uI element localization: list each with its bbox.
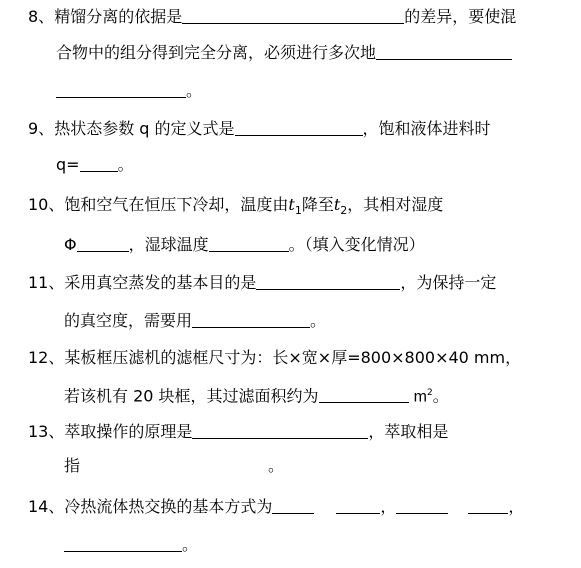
question-text: 精馏分离的依据是 bbox=[54, 7, 183, 26]
answer-blank[interactable] bbox=[376, 43, 512, 60]
superscript: 2 bbox=[426, 388, 433, 398]
question-13-line-1 bbox=[28, 421, 448, 443]
question-10-line-2 bbox=[64, 234, 425, 256]
question-text: ，萃取相是 bbox=[368, 422, 449, 441]
question-text: 的差异，要使混 bbox=[404, 7, 517, 26]
answer-blank[interactable] bbox=[319, 386, 409, 403]
question-number: 12、 bbox=[28, 348, 65, 367]
question-text: 萃取操作的原理是 bbox=[64, 422, 193, 441]
question-number: 10、 bbox=[28, 195, 65, 214]
separator: ， bbox=[508, 497, 525, 516]
question-text: ，其相对湿度 bbox=[347, 195, 444, 214]
question-14-line-1 bbox=[28, 496, 524, 518]
question-13-line-2 bbox=[64, 455, 284, 477]
variable-t: t bbox=[288, 195, 295, 214]
question-text: 采用真空蒸发的基本目的是 bbox=[64, 273, 257, 292]
question-14-line-2 bbox=[64, 534, 198, 556]
answer-blank[interactable] bbox=[235, 119, 363, 136]
question-text: 的真空度，需要用 bbox=[64, 311, 193, 330]
question-number: 11、 bbox=[28, 273, 65, 292]
question-text: 。 bbox=[117, 155, 134, 174]
answer-blank[interactable] bbox=[56, 81, 186, 98]
answer-blank[interactable] bbox=[396, 497, 448, 514]
question-text: 某板框压滤机的滤框尺寸为：长×宽×厚=800×800×40 mm， bbox=[64, 348, 522, 367]
variable-t: t bbox=[333, 195, 341, 214]
question-text: 指 bbox=[64, 456, 81, 475]
answer-blank[interactable] bbox=[64, 535, 182, 552]
question-text: Φ bbox=[64, 235, 77, 254]
question-text: ，饱和液体进料时 bbox=[362, 119, 491, 138]
question-12-line-2 bbox=[64, 382, 449, 408]
answer-blank[interactable] bbox=[209, 235, 289, 252]
answer-blank[interactable] bbox=[192, 311, 310, 328]
question-text: 。 bbox=[182, 535, 199, 554]
question-8-line-3 bbox=[56, 80, 202, 102]
question-text: 若该机有 20 块框，其过滤面积约为 bbox=[64, 386, 319, 406]
unit: m bbox=[413, 388, 427, 406]
question-text: ，为保持一定 bbox=[400, 273, 497, 292]
question-12-line-1 bbox=[28, 347, 521, 369]
answer-blank[interactable] bbox=[256, 273, 400, 290]
separator: ， bbox=[380, 497, 397, 516]
question-11-line-2 bbox=[64, 310, 326, 332]
question-text: 饱和空气在恒压下冷却，温度由 bbox=[64, 195, 289, 214]
subscript: 2 bbox=[340, 204, 348, 218]
answer-blank[interactable] bbox=[336, 497, 380, 514]
answer-blank[interactable] bbox=[80, 155, 118, 172]
answer-blank[interactable] bbox=[182, 7, 404, 24]
question-text: 。 bbox=[432, 386, 449, 406]
question-10-line-1 bbox=[28, 194, 443, 222]
question-8-line-1 bbox=[28, 6, 516, 28]
question-text: ，湿球温度 bbox=[128, 235, 209, 254]
question-text: 。 bbox=[310, 311, 327, 330]
answer-blank[interactable] bbox=[468, 497, 508, 514]
question-text: 。 bbox=[186, 81, 203, 100]
question-number: 8、 bbox=[28, 7, 55, 26]
question-9-line-2 bbox=[56, 154, 134, 176]
question-text: 冷热流体热交换的基本方式为 bbox=[64, 497, 273, 516]
question-number: 9、 bbox=[28, 119, 55, 138]
answer-blank[interactable] bbox=[77, 235, 129, 252]
question-text: 降至 bbox=[301, 195, 334, 214]
answer-blank[interactable] bbox=[192, 422, 368, 439]
question-11-line-1 bbox=[28, 272, 496, 294]
question-9-line-1 bbox=[28, 118, 491, 140]
question-text: 。 bbox=[268, 456, 285, 475]
question-text: 热状态参数 q 的定义式是 bbox=[54, 119, 235, 138]
question-text: 。（填入变化情况） bbox=[288, 235, 425, 254]
question-text: 合物中的组分得到完全分离，必须进行多次地 bbox=[56, 43, 377, 62]
question-text: q= bbox=[56, 155, 80, 174]
answer-blank[interactable] bbox=[272, 497, 314, 514]
question-number: 13、 bbox=[28, 422, 65, 441]
question-8-line-2 bbox=[56, 42, 512, 64]
subscript: 1 bbox=[294, 204, 302, 218]
question-number: 14、 bbox=[28, 497, 65, 516]
